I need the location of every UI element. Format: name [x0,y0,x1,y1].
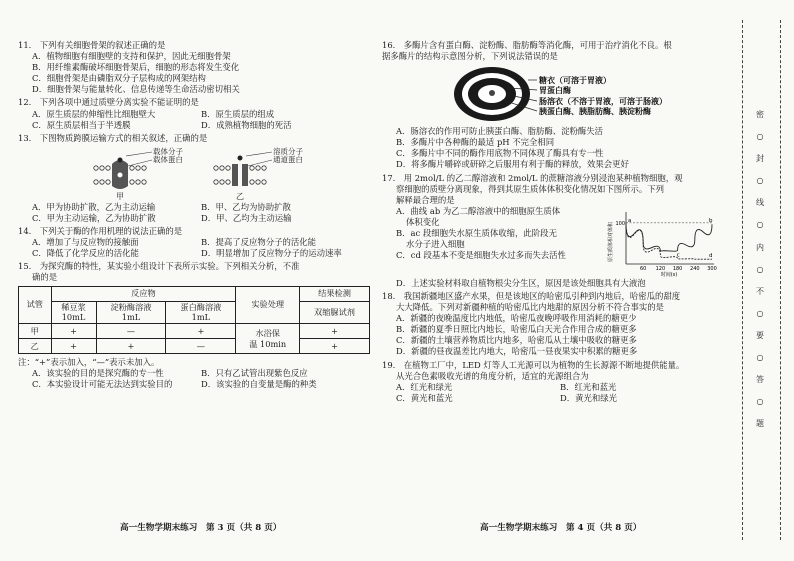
caption-jia: 甲 [116,191,124,200]
header-result: 结果检测 [300,286,370,301]
label-carrier-protein: 载体蛋白 [153,154,183,164]
question-15 [18,261,370,390]
option-d: D．新疆的昼夜温差比内地大，哈密瓜一昼夜果实中积累的糖更多 [396,346,638,357]
y-tick-label: 100 [615,220,625,227]
option-a: A．肠溶衣的作用可防止胰蛋白酶、脂肪酶、淀粉酶失活 [396,126,604,137]
option-a: A．曲线 ab 为乙二醇溶液中的细胞原生质体 [396,205,561,216]
question-14 [18,226,370,259]
series-line-ab [626,223,712,252]
seal-char: 内 [756,242,764,252]
table-row: 甲 + — + 水浴保 温 10min + [19,324,370,339]
experiment-table [18,286,370,355]
question-16 [382,40,724,171]
question-13 [18,133,370,224]
left-column [18,40,370,392]
option-a: A．增加了与反应物的接触面 [32,237,139,248]
option-d: D．黄光和绿光 [560,392,617,403]
question-19 [382,360,724,404]
option-b: B．原生质层的组成 [201,108,275,119]
question-stem-cont2: 解释最合理的是 [396,194,455,205]
y-axis-label: 原生质体相对体积 [608,221,614,262]
footer-page-4: 高一生物学期末练习 第 4 页（共 8 页） [480,523,642,533]
tablet-structure-figure [382,64,724,124]
question-stem-cont: 察细胞的质壁分离现象，得到其原生质体体积变化情况如下图所示。下列 [396,183,664,194]
option-a: A．该实验的目的是探究酶的专一性 [32,368,164,379]
header-reactant: 反应物 [51,286,236,301]
seal-marker: ○ [756,176,764,186]
option-c: C．本实验设计可能无法达到实验目的 [32,379,173,390]
cut-line-left [742,20,743,540]
header-tube: 试管 [19,286,52,324]
question-stem-cont: 确的是 [32,272,58,283]
x-tick-label: 180 [672,265,683,272]
option-c: C．cd 段基本不变是细胞失水过多而失去活性 [396,250,566,261]
option-a: A．植物细胞有细胞壁的支持和保护，因此无细胞骨架 [32,51,231,62]
col-biuret: 双缩脲试剂 [300,301,370,324]
seal-char: 线 [756,198,764,208]
seal-line-text [753,110,767,430]
seal-marker: ○ [756,397,764,407]
option-c: C．原生质层相当于半透膜 [32,119,131,130]
option-d: D．该实验的自变量是酶的种类 [201,379,317,390]
option-d: D．上述实验材料取自植物根尖分生区，原因是该处细胞具有大液泡 [396,277,646,288]
col-amylase: 淀粉酶溶液 1mL [96,301,166,324]
option-c: C．降低了化学反应的活化能 [32,248,139,259]
question-11 [18,40,370,95]
point-label-d: d [709,253,713,260]
question-stem: 11. 下列有关细胞骨架的叙述正确的是 [18,40,166,50]
option-d: D．细胞骨架与能量转化、信息传递等生命活动密切相关 [32,84,240,95]
question-12 [18,97,370,130]
col-soy: 稀豆浆 10mL [51,301,96,324]
membrane-transport-figure [18,146,370,200]
series-line-cd [626,223,712,259]
cut-line-right [780,20,781,540]
point-label-c: c [676,252,680,259]
option-a: A．红光和绿光 [396,381,453,392]
x-tick-label: 120 [655,265,666,272]
label-pepsin: 胃蛋白酶 [539,86,571,96]
label-enteric-coating: 肠溶衣（不溶于胃液，可溶于肠液） [539,97,667,107]
caption-yi: 乙 [236,191,244,200]
seal-marker: ○ [756,220,764,230]
point-label-a: a [628,217,632,224]
x-tick-label: 240 [690,265,700,272]
option-b: B．提高了反应物分子的活化能 [201,237,317,248]
option-b: B．甲、乙均为协助扩散 [201,201,291,212]
x-tick-label: 300 [707,265,717,272]
question-17 [382,173,724,289]
question-stem: 17. 用 2mol/L 的乙二醇溶液和 2mol/L 的蔗糖溶液分别浸泡某种植物细胞，观 [382,172,683,183]
label-solute-molecule: 溶质分子 [273,146,303,156]
option-c: C．黄光和蓝光 [396,392,453,403]
option-b: B．红光和蓝光 [560,381,617,392]
x-axis-label: 时间(s) [660,271,678,278]
question-stem: 18. 我国新疆地区盛产水果，但是该地区的哈密瓜引种到内地后，哈密瓜的甜度 [382,290,681,301]
membrane-a [94,146,184,200]
question-stem-cont: 从光合色素吸收光谱的角度分析，适宜的光源组合为 [396,370,589,381]
option-a: A．甲为协助扩散，乙为主动运输 [32,201,156,212]
option-b-cont: 水分子进入细胞 [406,239,465,250]
col-protease: 蛋白酶溶液 1mL [166,301,236,324]
option-d: D．甲、乙均为主动运输 [201,212,292,223]
seal-char: 不 [756,286,764,296]
option-d: D．将多酶片嚼碎或研碎之后服用有利于酶的释放，效果会更好 [396,159,629,170]
option-c: C．甲为主动运输，乙为协助扩散 [32,212,156,223]
option-c: C．细胞骨架是由磷脂双分子层构成的网架结构 [32,73,206,84]
option-b: B．新疆的夏季日照比内地长，哈密瓜白天光合作用合成的糖更多 [396,324,637,335]
option-c: C．新疆的土壤营养物质比内地多，哈密瓜从土壤中吸收的糖更多 [396,335,637,346]
option-b: B．多酶片中各种酶的最适 pH 不完全相同 [396,137,555,148]
label-channel-protein: 通道蛋白 [273,154,303,164]
seal-char: 答 [756,375,764,385]
question-stem: 14. 下列关于酶的作用机理的说法正确的是 [18,226,183,237]
option-d: D．成熟植物细胞的死活 [201,119,292,130]
question-18 [382,291,724,358]
seal-marker: ○ [756,132,764,142]
question-stem: 16. 多酶片含有蛋白酶、淀粉酶、脂肪酶等消化酶，可用于治疗消化不良。根 [382,40,672,50]
seal-marker: ○ [756,264,764,274]
option-a: A．新疆的夜晚温度比内地低，哈密瓜夜晚呼吸作用消耗的糖更少 [396,313,637,324]
header-treatment: 实验处理 [236,286,300,324]
question-stem: 12. 下列各项中通过质壁分离实验不能证明的是 [18,97,199,108]
seal-char: 密 [756,110,764,119]
point-label-b: b [709,218,713,225]
right-column [382,40,724,406]
question-stem: 13. 下图物质跨膜运输方式的相关叙述，正确的是 [18,132,208,143]
question-stem: 15. 为探究酶的特性，某实验小组设计下表所示实验。下列相关分析，不准 [18,261,300,272]
seal-marker: ○ [756,353,764,363]
option-b: B．只有乙试管出现紫色反应 [201,368,308,379]
question-stem-cont: 据多酶片的结构示意图分析，下列说法错误的是 [382,51,558,62]
label-pancreatic-enzymes: 胰蛋白酶、胰脂肪酶、胰淀粉酶 [539,107,651,117]
seal-char: 题 [756,419,764,429]
x-tick-label: 60 [640,265,647,272]
seal-char: 封 [756,154,764,164]
option-b: B．用纤维素酶破坏细胞骨架后，细胞的形态将发生变化 [32,62,240,73]
option-a-cont: 体积变化 [406,216,440,227]
seal-char: 要 [756,330,764,340]
option-a: A．原生质层的伸缩性比细胞壁大 [32,108,156,119]
seal-marker: ○ [756,308,764,318]
table-row: 乙 + + — + [19,339,370,354]
option-d: D．明显增加了反应物分子的运动速率 [201,248,342,259]
table-note: 注：“+”表示加入，“—”表示未加入。 [18,357,160,368]
label-carrier-molecule: 载体分子 [153,146,183,156]
footer-page-3: 高一生物学期末练习 第 3 页（共 8 页） [120,523,282,533]
option-b: B．ac 段细胞失水原生质体收缩，此阶段无 [396,228,557,239]
binding-margin [734,0,794,561]
option-c: C．多酶片中不同的酶作用底物不同体现了酶具有专一性 [396,148,604,159]
question-stem: 19. 在植物工厂中，LED 灯等人工光源可以为植物的生长源源不断地提供能量。 [382,359,685,370]
label-sugar-coating: 糖衣（可溶于胃液） [539,76,611,86]
question-stem-cont: 大大降低。下列对新疆种植的哈密瓜比内地甜的原因分析不符合事实的是 [396,302,664,313]
treatment-cell: 水浴保 温 10min [236,324,300,354]
membrane-b [214,146,304,200]
volume-chart [606,206,718,278]
